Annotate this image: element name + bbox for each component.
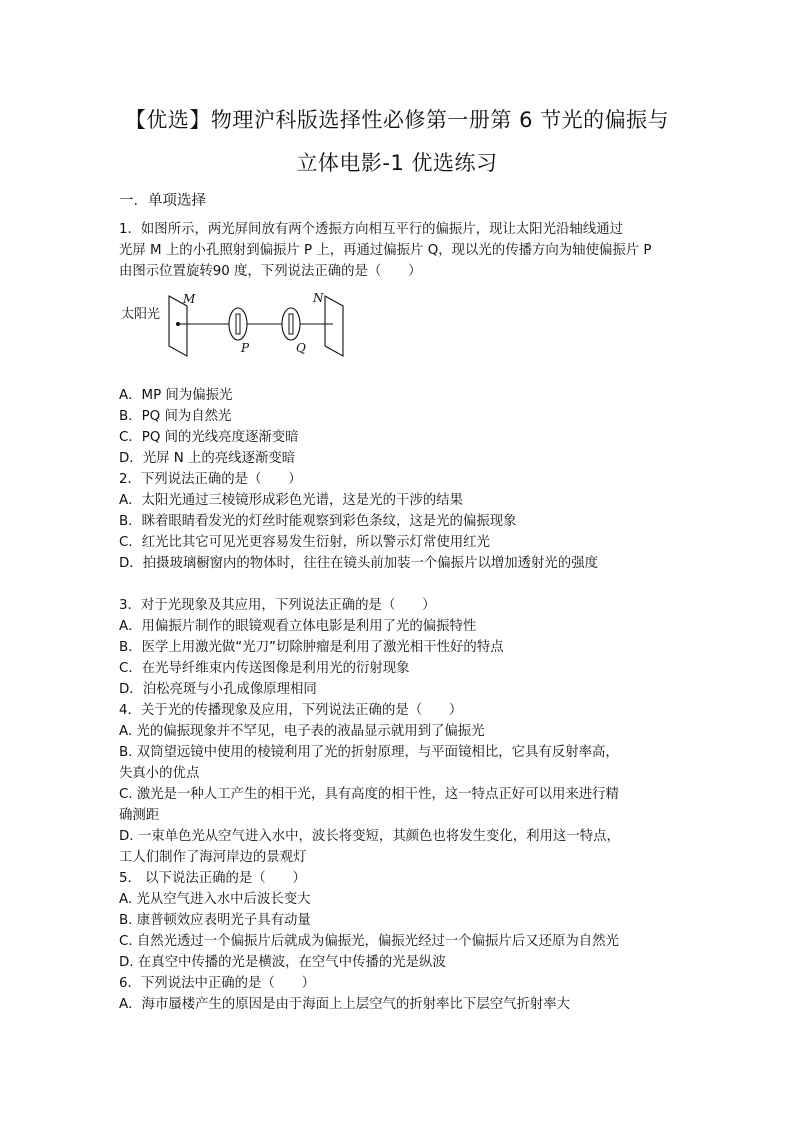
text-line: 光屏 M 上的小孔照射到偏振片 P 上，再通过偏振片 Q，现以光的传播方向为轴使偏振片 P bbox=[119, 243, 652, 258]
option-line: C．PQ 间的光线亮度逐渐变暗 bbox=[119, 430, 299, 445]
text-line: 1．如图所示，两光屏间放有两个透振方向相互平行的偏振片，现让太阳光沿轴线通过 bbox=[119, 222, 623, 237]
option-line: A. 光的偏振现象并不罕见，电子表的液晶显示就用到了偏振光 bbox=[119, 724, 485, 739]
text-line: 由图示位置旋转90 度，下列说法正确的是（ ） bbox=[119, 264, 422, 279]
option-line: B．眯着眼睛看发光的灯丝时能观察到彩色条纹，这是光的偏振现象 bbox=[119, 514, 517, 529]
option-line: C．红光比其它可见光更容易发生衍射，所以警示灯常使用红光 bbox=[119, 535, 490, 550]
question-line: 5． 以下说法正确的是（ ） bbox=[119, 871, 306, 886]
option-line: C. 自然光透过一个偏振片后就成为偏振光，偏振光经过一个偏振片后又还原为自然光 bbox=[119, 934, 619, 949]
question-line: 4．关于光的传播现象及应用，下列说法正确的是（ ） bbox=[119, 703, 463, 718]
option-line: B．医学上用激光做“光刀”切除肿瘤是利用了激光相干性好的特点 bbox=[119, 640, 504, 655]
polarizer-q-label: Q bbox=[296, 341, 306, 355]
option-line: D．泊松亮斑与小孔成像原理相同 bbox=[119, 682, 317, 697]
option-line: D．拍摄玻璃橱窗内的物体时，往往在镜头前加装一个偏振片以增加透射光的强度 bbox=[119, 556, 598, 571]
polarizer-p bbox=[229, 308, 247, 340]
question-line: 6．下列说法中正确的是（ ） bbox=[119, 976, 315, 991]
option-line: A．MP 间为偏振光 bbox=[119, 388, 233, 403]
section-heading: 一．单项选择 bbox=[119, 193, 206, 209]
option-line: 失真小的优点 bbox=[119, 766, 200, 781]
option-line: C．在光导纤维束内传送图像是利用光的衍射现象 bbox=[119, 661, 410, 676]
option-line: A．太阳光通过三棱镜形成彩色光谱，这是光的干涉的结果 bbox=[119, 493, 463, 508]
option-line: 工人们制作了海河岸边的景观灯 bbox=[119, 850, 307, 865]
screen-n bbox=[325, 296, 343, 356]
question-line: 2．下列说法正确的是（ ） bbox=[119, 472, 302, 487]
pinhole bbox=[176, 322, 180, 326]
option-line: A．用偏振片制作的眼镜观看立体电影是利用了光的偏振特性 bbox=[119, 619, 477, 634]
document-title-line-1: 【优选】物理沪科版选择性必修第一册第 6 节光的偏振与 bbox=[124, 108, 670, 132]
option-line: 确测距 bbox=[119, 808, 160, 823]
sunlight-label: 太阳光 bbox=[121, 307, 161, 322]
polarizer-q bbox=[282, 308, 300, 340]
option-line: D. 一束单色光从空气进入水中，波长将变短，其颜色也将发生变化，利用这一特点， bbox=[119, 829, 620, 844]
option-line: B．PQ 间为自然光 bbox=[119, 409, 232, 424]
option-line: B. 双筒望远镜中使用的棱镜利用了光的折射原理，与平面镜相比，它具有反射率高， bbox=[119, 745, 619, 760]
option-line: A. 光从空气进入水中后波长变大 bbox=[119, 892, 311, 907]
screen-m-label: M bbox=[183, 292, 196, 306]
document-title-line-2: 立体电影-1 优选练习 bbox=[296, 151, 498, 175]
option-line: D. 在真空中传播的光是横波，在空气中传播的光是纵波 bbox=[119, 955, 446, 970]
polarizer-p-label: P bbox=[241, 341, 250, 355]
option-line: B. 康普顿效应表明光子具有动量 bbox=[119, 913, 311, 928]
question-line: 3．对于光现象及其应用，下列说法正确的是（ ） bbox=[119, 598, 436, 613]
screen-n-label: N bbox=[313, 291, 324, 305]
option-line: C. 激光是一种人工产生的相干光，具有高度的相干性，这一特点正好可以用来进行精 bbox=[119, 787, 619, 802]
option-line: A．海市蜃楼产生的原因是由于海面上上层空气的折射率比下层空气折射率大 bbox=[119, 997, 571, 1012]
option-line: D．光屏 N 上的亮线逐渐变暗 bbox=[119, 451, 296, 466]
polarizer-diagram bbox=[119, 286, 359, 366]
